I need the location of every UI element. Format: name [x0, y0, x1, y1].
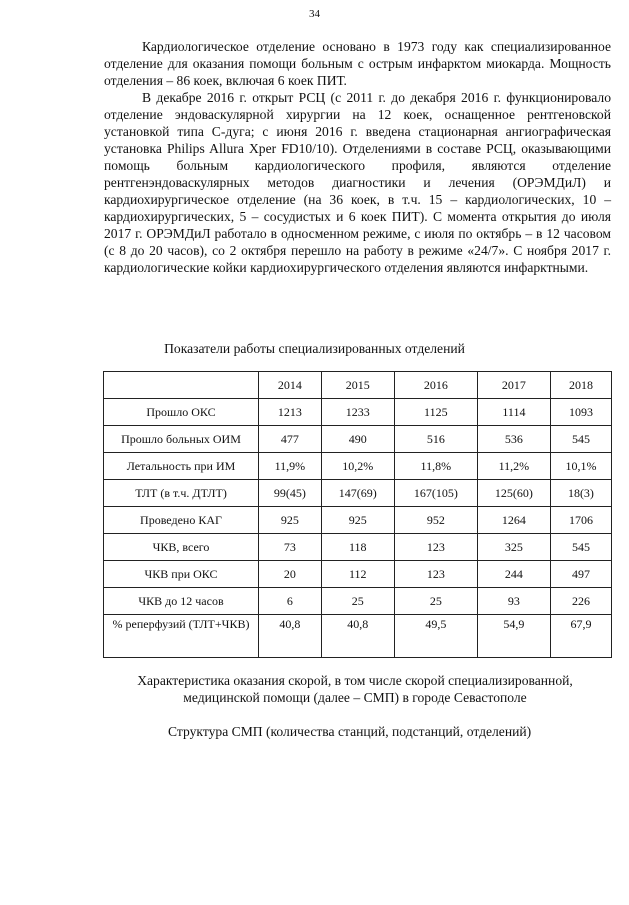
- row-label: Прошло больных ОИМ: [104, 426, 259, 453]
- header-year-cell: 2017: [477, 372, 550, 399]
- table-cell: 112: [321, 561, 394, 588]
- table-row: [104, 507, 612, 534]
- table-cell: 10,2%: [321, 453, 394, 480]
- table-cell: 73: [259, 534, 322, 561]
- table-header-row: [104, 372, 612, 399]
- table-cell: 516: [394, 426, 477, 453]
- table-cell: 536: [477, 426, 550, 453]
- table-cell: 490: [321, 426, 394, 453]
- header-year-cell: 2015: [321, 372, 394, 399]
- table-cell: 325: [477, 534, 550, 561]
- table-cell: 49,5: [394, 615, 477, 658]
- table-row: [104, 453, 612, 480]
- table-cell: 545: [550, 534, 611, 561]
- table-cell: 925: [321, 507, 394, 534]
- paragraph-cardiology-department: Кардиологическое отделение основано в 1973 году как специализированное отделение для оказания помощи больным с острым инфарктом миокарда. Мощность отделения – 86 коек, включая 6 коек ПИТ.: [104, 39, 611, 88]
- structure-title: Структура СМП (количества станций, подстанций, отделений): [168, 724, 532, 739]
- specialized-departments-table: [103, 371, 612, 658]
- table-title: Показатели работы специализированных отделений: [164, 341, 465, 356]
- table-cell: 99(45): [259, 480, 322, 507]
- table-cell: 477: [259, 426, 322, 453]
- paragraph-rsc-opening: В декабре 2016 г. открыт РСЦ (с 2011 г. до декабря 2016 г. функционировало отделение эндоваскулярной хирургии на 12 коек, оснащенное рентгеновской установкой типа С-дуга; с июня 2016 г. введена стационарная ангиографическая установка Philips Allura Xper FD10/10). Отделениями в составе РСЦ, оказывающими помощь больным кардиологического профиля, являются отделение рентгенэндоваскулярных методов диагностики и лечения (ОРЭМДиЛ) и кардиохирургическое отделение (на 36 коек, в т.ч. 15 – кардиологических, 10 –кардиохирургических, 5 – сосудистых и 6 коек ПИТ). С момента открытия до июля 2017 г. ОРЭМДиЛ работало в односменном режиме, с июля по октябрь – в 12 часовом (с 8 до 20 часов), со 2 октября перешло на работу в режиме «24/7». С ноября 2017 г. кардиологические койки кардиохирургического отделения являются инфарктными.: [104, 90, 611, 275]
- table-cell: 10,1%: [550, 453, 611, 480]
- table-cell: 545: [550, 426, 611, 453]
- table-cell: 167(105): [394, 480, 477, 507]
- table-cell: 93: [477, 588, 550, 615]
- table-row: [104, 588, 612, 615]
- table-cell: 226: [550, 588, 611, 615]
- table-row: [104, 534, 612, 561]
- table-cell: 1233: [321, 399, 394, 426]
- header-corner-cell: [104, 372, 259, 399]
- body-text: [104, 38, 611, 276]
- page-number: 34: [309, 8, 320, 20]
- table-cell: 925: [259, 507, 322, 534]
- table-cell: 11,2%: [477, 453, 550, 480]
- table-cell: 123: [394, 561, 477, 588]
- row-label: Прошло ОКС: [104, 399, 259, 426]
- table-cell: 1114: [477, 399, 550, 426]
- table-cell: 125(60): [477, 480, 550, 507]
- table-cell: 147(69): [321, 480, 394, 507]
- table-cell: 25: [394, 588, 477, 615]
- row-label: ЧКВ при ОКС: [104, 561, 259, 588]
- table-row: [104, 426, 612, 453]
- table-cell: 20: [259, 561, 322, 588]
- header-year-cell: 2018: [550, 372, 611, 399]
- header-year-cell: 2014: [259, 372, 322, 399]
- table-cell: 1213: [259, 399, 322, 426]
- row-label: ЧКВ, всего: [104, 534, 259, 561]
- table-cell: 1093: [550, 399, 611, 426]
- table-cell: 54,9: [477, 615, 550, 658]
- table-cell: 244: [477, 561, 550, 588]
- row-label: Проведено КАГ: [104, 507, 259, 534]
- row-label: Летальность при ИМ: [104, 453, 259, 480]
- table-row: [104, 480, 612, 507]
- table-cell: 118: [321, 534, 394, 561]
- row-label: ТЛТ (в т.ч. ДТЛТ): [104, 480, 259, 507]
- table-cell: 25: [321, 588, 394, 615]
- table-cell: 11,8%: [394, 453, 477, 480]
- table-cell: 11,9%: [259, 453, 322, 480]
- table-cell: 40,8: [321, 615, 394, 658]
- table-cell: 40,8: [259, 615, 322, 658]
- table-cell: 497: [550, 561, 611, 588]
- table-cell: 6: [259, 588, 322, 615]
- table-cell: 67,9: [550, 615, 611, 658]
- table-cell: 1125: [394, 399, 477, 426]
- table-cell: 952: [394, 507, 477, 534]
- table-row: [104, 399, 612, 426]
- table-cell: 123: [394, 534, 477, 561]
- table-cell: 18(3): [550, 480, 611, 507]
- table-cell: 1264: [477, 507, 550, 534]
- row-label: ЧКВ до 12 часов: [104, 588, 259, 615]
- table-row: [104, 615, 612, 658]
- header-year-cell: 2016: [394, 372, 477, 399]
- table-cell: 1706: [550, 507, 611, 534]
- row-label: % реперфузий (ТЛТ+ЧКВ): [104, 615, 259, 658]
- section-heading-emergency-care: Характеристика оказания скорой, в том числе скорой специализированной, медицинской помощи (далее – СМП) в городе Севастополе: [137, 673, 573, 705]
- table-row: [104, 561, 612, 588]
